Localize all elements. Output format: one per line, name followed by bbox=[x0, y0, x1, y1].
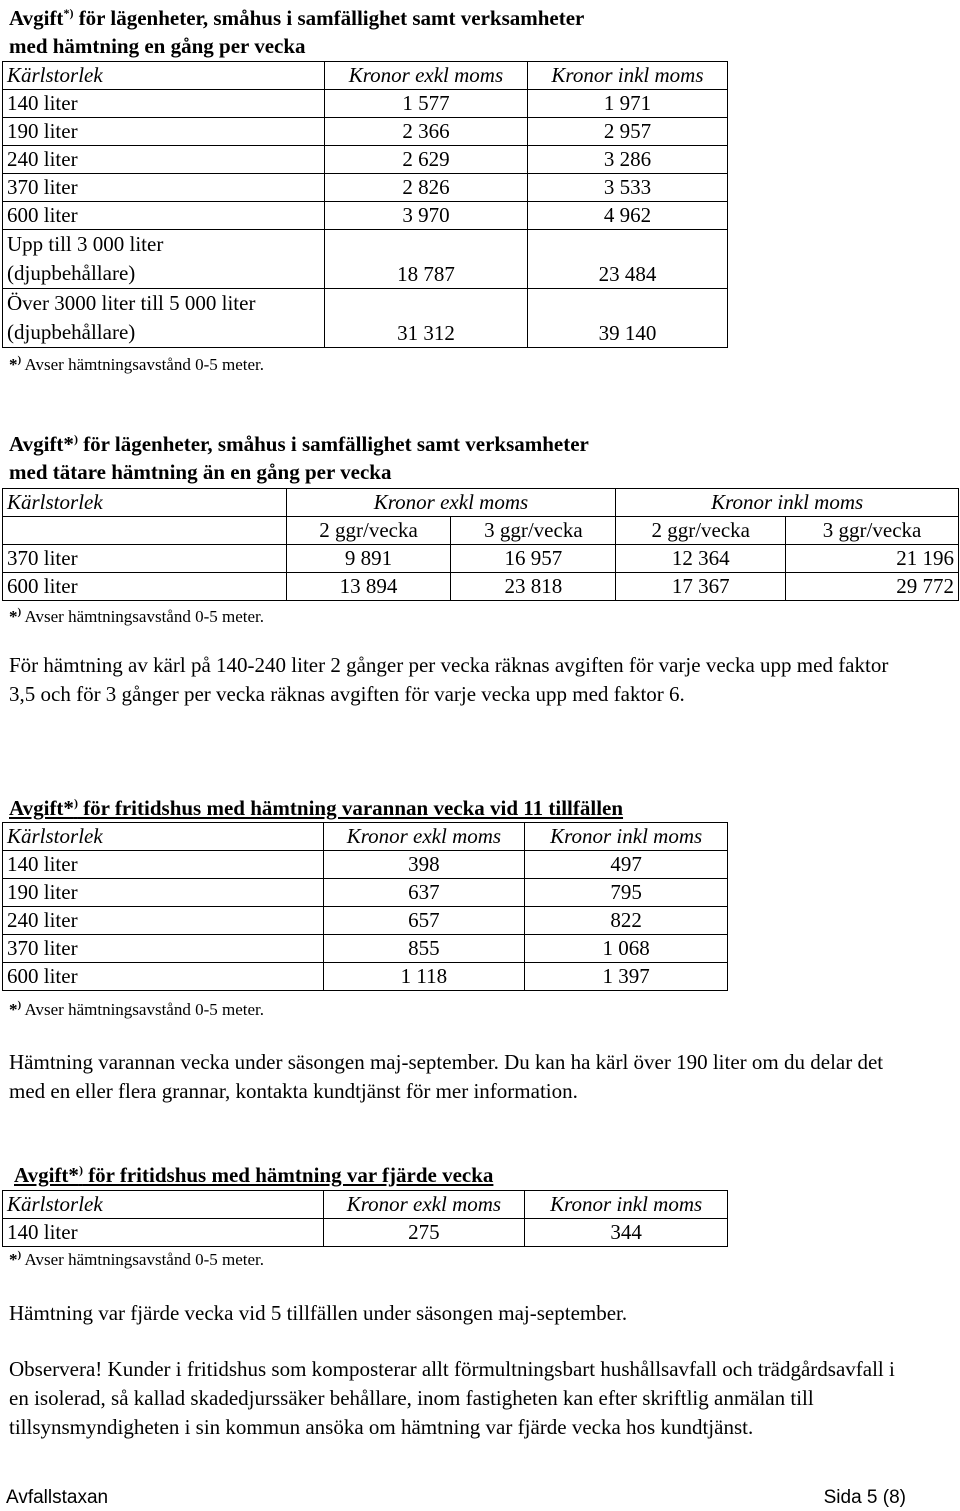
footnote-sup: ) bbox=[17, 606, 22, 618]
table-row bbox=[3, 230, 728, 289]
header-incl-vat: Kronor inkl moms bbox=[616, 489, 959, 517]
section2-fee-table bbox=[2, 488, 959, 601]
footnote bbox=[9, 1000, 264, 1020]
header-excl-vat: Kronor exkl moms bbox=[286, 489, 616, 517]
cell-size: 600 liter bbox=[3, 573, 287, 601]
section3-title bbox=[9, 794, 909, 822]
cell-excl: 3 970 bbox=[325, 202, 528, 230]
cell-excl: 2 366 bbox=[325, 118, 528, 146]
cell-incl: 497 bbox=[525, 851, 728, 879]
cell-size: 190 liter bbox=[3, 879, 324, 907]
footnote-sup: ) bbox=[17, 999, 22, 1011]
header-container-size: Kärlstorlek bbox=[3, 1191, 324, 1219]
section4-title-part-b: för fritidshus med hämtning var fjärde vecka bbox=[82, 1163, 494, 1187]
table-row bbox=[3, 963, 728, 991]
table-row bbox=[3, 545, 959, 573]
header-excl-vat: Kronor exkl moms bbox=[323, 1191, 525, 1219]
cell-incl-2: 17 367 bbox=[616, 573, 786, 601]
subheader-excl-3: 3 ggr/vecka bbox=[451, 517, 616, 545]
section3-paragraph: Hämtning varannan vecka under säsongen maj-september. Du kan ha kärl över 190 liter om du delar det med en eller flera grannar, kontakta kundtjänst för mer information. bbox=[9, 1050, 884, 1103]
section4-note: Observera! Kunder i fritidshus som komposterar allt förmultningsbart hushållsavfall och trädgårdsavfall i en isolerad, så kallad skadedjurssäker behållare, inom fastigheten kan efter skriftlig anmälan till tillsynsmyndigheten i sin kommun ansöka om hämtning var fjärde vecka hos kundtjänst. bbox=[9, 1357, 895, 1439]
section3-title-part-b: för fritidshus med hämtning varannan vecka vid 11 tillfällen bbox=[77, 796, 624, 820]
footnote-sup: ) bbox=[17, 1249, 22, 1261]
section4-title bbox=[14, 1161, 914, 1189]
section3-title-underlined bbox=[9, 796, 623, 820]
cell-excl: 2 826 bbox=[325, 174, 528, 202]
cell-excl: 275 bbox=[323, 1219, 525, 1247]
cell-incl: 23 484 bbox=[527, 230, 727, 289]
footnote-text: Avser hämtningsavstånd 0-5 meter. bbox=[24, 1250, 265, 1269]
cell-incl: 1 971 bbox=[527, 90, 727, 118]
table-header-row bbox=[3, 1191, 728, 1219]
table-row bbox=[3, 174, 728, 202]
cell-size-line1: Över 3000 liter till 5 000 liter bbox=[7, 291, 256, 315]
cell-size: 370 liter bbox=[3, 545, 287, 573]
section1-title-part-a: Avgift bbox=[9, 6, 64, 30]
section1-title-part-b: för lägenheter, småhus i samfällighet samt verksamheter bbox=[73, 6, 585, 30]
cell-excl-2: 9 891 bbox=[286, 545, 451, 573]
cell-incl: 822 bbox=[525, 907, 728, 935]
cell-excl: 637 bbox=[323, 879, 525, 907]
header-container-size: Kärlstorlek bbox=[3, 823, 324, 851]
section2-title-sup: ) bbox=[73, 432, 78, 446]
cell-excl: 855 bbox=[323, 935, 525, 963]
section4-paragraph: Hämtning var fjärde vecka vid 5 tillfällen under säsongen maj-september. bbox=[9, 1301, 628, 1325]
section3-fee-table bbox=[2, 822, 728, 991]
cell-incl: 39 140 bbox=[527, 289, 727, 348]
section2-title bbox=[9, 430, 909, 486]
section4-title-sup: ) bbox=[78, 1163, 83, 1177]
cell-incl: 795 bbox=[525, 879, 728, 907]
cell-size: 140 liter bbox=[3, 1219, 324, 1247]
table-header-row bbox=[3, 823, 728, 851]
footnote bbox=[9, 355, 264, 375]
table-row bbox=[3, 573, 959, 601]
cell-incl-3: 21 196 bbox=[786, 545, 959, 573]
footer-document-name: Avfallstaxan bbox=[6, 1487, 109, 1508]
cell-excl-3: 23 818 bbox=[451, 573, 616, 601]
cell-incl-2: 12 364 bbox=[616, 545, 786, 573]
table-row bbox=[3, 935, 728, 963]
cell-size-line1: Upp till 3 000 liter bbox=[7, 232, 164, 256]
cell-excl-3: 16 957 bbox=[451, 545, 616, 573]
table-row bbox=[3, 907, 728, 935]
footnote-text: Avser hämtningsavstånd 0-5 meter. bbox=[24, 355, 265, 374]
cell-size: 240 liter bbox=[3, 146, 325, 174]
section2-title-part-c: med tätare hämtning än en gång per vecka bbox=[9, 460, 392, 484]
section2-paragraph: För hämtning av kärl på 140-240 liter 2 gånger per vecka räknas avgiften för varje vecka upp med faktor 3,5 och för 3 gånger per vecka räknas avgiften för varje vecka upp med faktor 6. bbox=[9, 653, 889, 706]
cell-incl-3: 29 772 bbox=[786, 573, 959, 601]
cell-excl: 657 bbox=[323, 907, 525, 935]
table-row bbox=[3, 289, 728, 348]
section3-title-part-a: Avgift* bbox=[9, 796, 74, 820]
table-row bbox=[3, 879, 728, 907]
table-row bbox=[3, 118, 728, 146]
header-excl-vat: Kronor exkl moms bbox=[325, 62, 528, 90]
cell-excl: 1 118 bbox=[323, 963, 525, 991]
section2-title-part-b: för lägenheter, småhus i samfällighet samt verksamheter bbox=[77, 432, 589, 456]
cell-size: 190 liter bbox=[3, 118, 325, 146]
section1-fee-table bbox=[2, 61, 728, 348]
footnote-mark: * bbox=[9, 355, 18, 374]
table-header-row bbox=[3, 489, 959, 517]
cell-incl: 4 962 bbox=[527, 202, 727, 230]
cell-incl: 1 397 bbox=[525, 963, 728, 991]
header-container-size: Kärlstorlek bbox=[3, 62, 325, 90]
subheader-empty bbox=[3, 517, 287, 545]
cell-size-line2: (djupbehållare) bbox=[7, 320, 136, 344]
cell-size bbox=[3, 289, 325, 348]
subheader-incl-2: 2 ggr/vecka bbox=[616, 517, 786, 545]
section4-fee-table bbox=[2, 1190, 728, 1247]
header-incl-vat: Kronor inkl moms bbox=[525, 1191, 728, 1219]
cell-excl: 31 312 bbox=[325, 289, 528, 348]
cell-incl: 3 533 bbox=[527, 174, 727, 202]
cell-excl: 2 629 bbox=[325, 146, 528, 174]
section1-title-part-c: med hämtning en gång per vecka bbox=[9, 34, 306, 58]
section1-title bbox=[9, 4, 909, 60]
footnote-text: Avser hämtningsavstånd 0-5 meter. bbox=[24, 1000, 265, 1019]
table-row bbox=[3, 1219, 728, 1247]
cell-size: 140 liter bbox=[3, 851, 324, 879]
cell-excl: 1 577 bbox=[325, 90, 528, 118]
footnote-mark: * bbox=[9, 1250, 18, 1269]
footnote-sup: ) bbox=[17, 354, 22, 366]
cell-incl: 2 957 bbox=[527, 118, 727, 146]
footnote bbox=[9, 1250, 264, 1270]
header-container-size: Kärlstorlek bbox=[3, 489, 287, 517]
cell-size-line2: (djupbehållare) bbox=[7, 261, 136, 285]
table-subheader-row bbox=[3, 517, 959, 545]
footnote-text: Avser hämtningsavstånd 0-5 meter. bbox=[24, 607, 265, 626]
cell-incl: 344 bbox=[525, 1219, 728, 1247]
header-excl-vat: Kronor exkl moms bbox=[323, 823, 525, 851]
footnote-mark: * bbox=[9, 1000, 18, 1019]
table-header-row bbox=[3, 62, 728, 90]
cell-incl: 1 068 bbox=[525, 935, 728, 963]
subheader-excl-2: 2 ggr/vecka bbox=[286, 517, 451, 545]
section4-title-underlined bbox=[14, 1163, 493, 1187]
table-row bbox=[3, 851, 728, 879]
table-row bbox=[3, 146, 728, 174]
table-row bbox=[3, 202, 728, 230]
footer-page-number: Sida 5 (8) bbox=[823, 1487, 906, 1508]
cell-size: 370 liter bbox=[3, 935, 324, 963]
header-incl-vat: Kronor inkl moms bbox=[527, 62, 727, 90]
subheader-incl-3: 3 ggr/vecka bbox=[786, 517, 959, 545]
table-row bbox=[3, 90, 728, 118]
cell-excl: 18 787 bbox=[325, 230, 528, 289]
cell-size: 600 liter bbox=[3, 963, 324, 991]
cell-size: 140 liter bbox=[3, 90, 325, 118]
header-incl-vat: Kronor inkl moms bbox=[525, 823, 728, 851]
cell-size: 600 liter bbox=[3, 202, 325, 230]
cell-size: 240 liter bbox=[3, 907, 324, 935]
section4-title-part-a: Avgift* bbox=[14, 1163, 79, 1187]
section2-title-part-a: Avgift* bbox=[9, 432, 74, 456]
footnote-mark: * bbox=[9, 607, 18, 626]
section3-title-sup: ) bbox=[73, 796, 78, 810]
cell-size bbox=[3, 230, 325, 289]
section1-title-sup: *) bbox=[63, 6, 74, 20]
cell-excl-2: 13 894 bbox=[286, 573, 451, 601]
cell-excl: 398 bbox=[323, 851, 525, 879]
cell-size: 370 liter bbox=[3, 174, 325, 202]
cell-incl: 3 286 bbox=[527, 146, 727, 174]
footnote bbox=[9, 607, 264, 627]
